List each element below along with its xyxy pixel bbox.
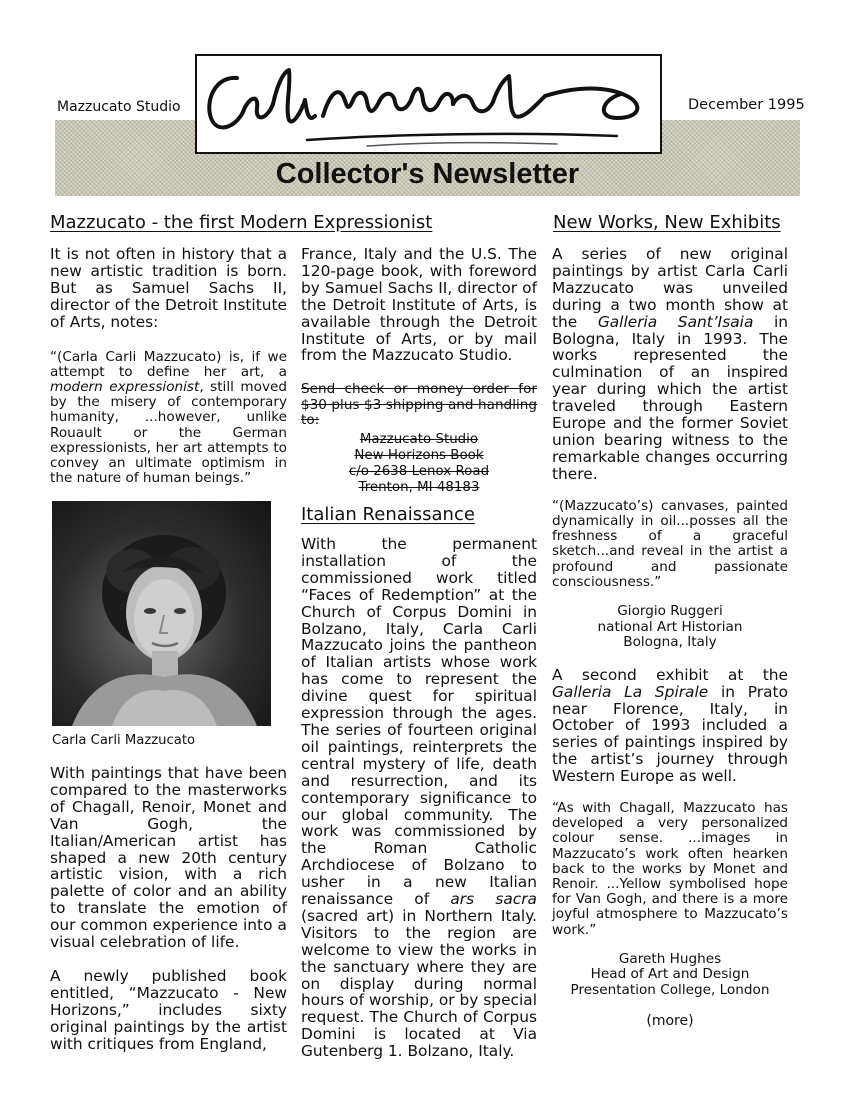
ruggeri-quote: “(Mazzucato’s) canvases, painted dynamically in oil...posses all the freshness of a graceful sketch...and reveal in the artist a profound and passionate consciousness.” bbox=[552, 497, 788, 590]
credit-line: Giorgio Ruggeri bbox=[617, 602, 723, 619]
paragraph-text: in Bologna, Italy in 1993. The works represented the culmination of an inspired year during which the artist traveled through Eastern Europe and the former Soviet union bearing witness to the remarkable changes occurring there. bbox=[552, 312, 788, 483]
credit-line: Head of Art and Design bbox=[590, 966, 750, 983]
issue-date: December 1995 bbox=[688, 97, 805, 113]
paragraph-emphasis: Galleria La Spirale bbox=[552, 682, 709, 701]
book-paragraph: A newly published book entitled, “Mazzucato - New Horizons,” includes sixty original paintings by the artist with critiques from England, bbox=[50, 966, 287, 1053]
artist-paragraph: With paintings that have been compared to the masterworks of Chagall, Renoir, Monet and Van Gogh, the Italian/American artist has shaped a new 20th century artistic vision, with a rich palette of color and an ability to translate the emotion of our common experience into a visual celebration of life. bbox=[50, 764, 287, 952]
col1-top bbox=[50, 246, 287, 486]
more-link: (more) bbox=[646, 1012, 694, 1029]
address-line: New Horizons Book bbox=[354, 447, 484, 463]
order-note: Send check or money order for $30 plus $3 shipping and handling to: bbox=[301, 381, 537, 428]
credit-line: Bologna, Italy bbox=[623, 634, 717, 651]
photo-caption: Carla Carli Mazzucato bbox=[52, 733, 196, 748]
paragraph-text: (sacred art) in Northern Italy. Visitors to the region are welcome to view the works in the sanctuary where they are on display during normal hours of worship, or by special request. The Church of Corpus Domini is located at Via Gutenberg 1. Bolzano, Italy. bbox=[301, 906, 537, 1061]
signature-logo bbox=[195, 54, 662, 154]
quote-emphasis: modern expressionist bbox=[50, 378, 200, 395]
book-availability-paragraph: France, Italy and the U.S. The 120-page book, with foreword by Samuel Sachs II, director of the Detroit Institute of Arts, is available through the Detroit Institute of Arts, or by mail from the Mazzucato Studio. bbox=[301, 245, 537, 365]
paragraph-text: in Prato near Florence, Italy, in October of 1993 included a series of paintings inspired by the artist’s journey through Western Europe as well. bbox=[552, 682, 788, 786]
renaissance-paragraph bbox=[301, 536, 537, 1060]
credit-line: Gareth Hughes bbox=[618, 950, 722, 967]
hughes-credit bbox=[552, 952, 788, 999]
newsletter-title: Collector's Newsletter bbox=[275, 158, 580, 190]
col2-top bbox=[301, 246, 537, 496]
address-line: Mazzucato Studio bbox=[359, 431, 479, 447]
intro-paragraph: It is not often in history that a new artistic tradition is born. But as Samuel Sachs II, director of the Detroit Institute of Arts, notes: bbox=[50, 245, 287, 331]
exhibit-paragraph bbox=[552, 667, 788, 785]
quote-text: , still moved by the misery of contemporary humanity, ...however, unlike Rouault or the German expressionists, her art attempts to convey an ultimate optimism in the nature of human beings.” bbox=[50, 378, 287, 487]
col3 bbox=[552, 246, 788, 1029]
credit-line: national Art Historian bbox=[597, 618, 743, 635]
article-heading-expressionist: Mazzucato - the first Modern Expressionist bbox=[50, 212, 433, 233]
col2-bottom bbox=[301, 536, 537, 1060]
sachs-quote bbox=[50, 350, 287, 487]
paragraph-text: A series of new original paintings by artist Carla Carli Mazzucato was unveiled during a two month show at the bbox=[552, 245, 788, 331]
quote-text: “(Carla Carli Mazzucato) is, if we attempt to define her art, a bbox=[50, 348, 287, 380]
address-line: c/o 2638 Lenox Road bbox=[348, 463, 490, 479]
artist-photo bbox=[52, 501, 271, 726]
paragraph-emphasis: ars sacra bbox=[450, 890, 537, 909]
paragraph-text: A second exhibit at the bbox=[552, 665, 788, 684]
ruggeri-credit bbox=[552, 604, 788, 651]
mailing-address bbox=[301, 432, 537, 496]
hughes-quote: “As with Chagall, Mazzucato has developed a very personalized colour sense. ...images in Mazzucato’s work often hearken back to the works by Monet and Renoir. ...Yellow symbolised hope for Van Gogh, and there is a more joyful atmosphere to Mazzucato’s work.” bbox=[552, 800, 788, 938]
article-heading-renaissance: Italian Renaissance bbox=[301, 504, 475, 525]
paragraph-text: With the permanent installation of the commissioned work titled “Faces of Redemption” at the Church of Corpus Domini in Bolzano, Italy, Carla Carli Mazzucato joins the pantheon of Italian artists whose work has come to represent the divine quest for spiritual expression through the ages. The series of fourteen original oil paintings, reinterprets the central mystery of life, death and resurrection, and its contemporary significance to our global community. The work was commissioned by the Roman Catholic Archdiocese of Bolzano to usher in a new Italian renaissance of bbox=[301, 535, 537, 909]
address-line: Trenton, MI 48183 bbox=[358, 479, 480, 495]
article-heading-new-works: New Works, New Exhibits bbox=[553, 212, 781, 233]
credit-line: Presentation College, London bbox=[570, 982, 770, 999]
paragraph-emphasis: Galleria Sant’Isaia bbox=[597, 312, 754, 331]
new-works-paragraph bbox=[552, 246, 788, 483]
studio-name: Mazzucato Studio bbox=[57, 99, 181, 115]
col1-bottom bbox=[50, 765, 287, 1053]
